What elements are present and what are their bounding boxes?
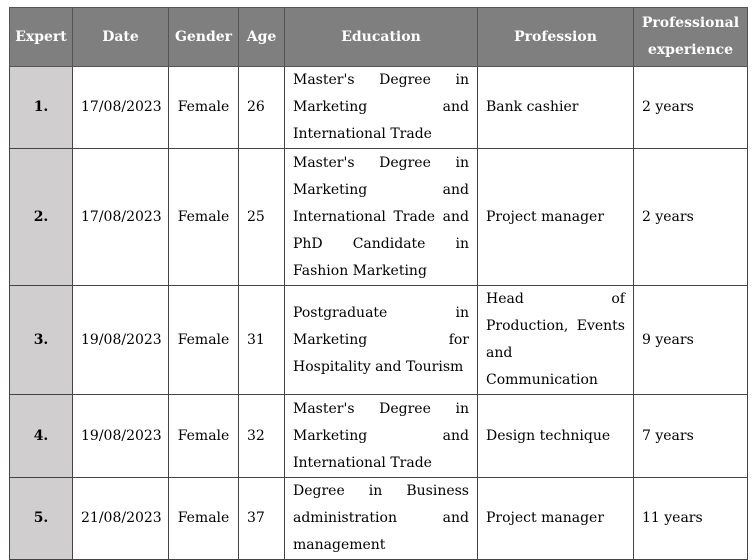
expert-cell: 3.: [10, 286, 73, 395]
header-education: Education: [285, 8, 478, 67]
gender-cell: Female: [169, 395, 239, 478]
table-row: [10, 67, 748, 149]
profession-cell: Project manager: [478, 478, 634, 560]
table-row: [10, 395, 748, 478]
gender-cell: Female: [169, 149, 239, 286]
profession-cell: Bank cashier: [478, 67, 634, 149]
age-cell: 25: [239, 149, 285, 286]
age-cell: 37: [239, 478, 285, 560]
header-profession: Profession: [478, 8, 634, 67]
education-cell: Master's Degree in Marketing and International Trade: [285, 395, 478, 478]
expert-cell: 2.: [10, 149, 73, 286]
education-cell: Postgraduate in Marketing for Hospitality and Tourism: [285, 286, 478, 395]
age-cell: 31: [239, 286, 285, 395]
profession-cell: Project manager: [478, 149, 634, 286]
gender-cell: Female: [169, 67, 239, 149]
table-row: [10, 478, 748, 560]
age-cell: 26: [239, 67, 285, 149]
date-cell: 21/08/2023: [73, 478, 169, 560]
header-age: Age: [239, 8, 285, 67]
experience-cell: 2 years: [634, 149, 748, 286]
experts-table: [9, 7, 748, 560]
header-row: [10, 8, 748, 67]
education-cell: Degree in Business administration and management: [285, 478, 478, 560]
date-cell: 19/08/2023: [73, 395, 169, 478]
date-cell: 17/08/2023: [73, 67, 169, 149]
table-row: [10, 286, 748, 395]
expert-cell: 1.: [10, 67, 73, 149]
experience-cell: 11 years: [634, 478, 748, 560]
date-cell: 19/08/2023: [73, 286, 169, 395]
age-cell: 32: [239, 395, 285, 478]
header-experience: Professional experience: [634, 8, 748, 67]
experience-cell: 2 years: [634, 67, 748, 149]
header-date: Date: [73, 8, 169, 67]
gender-cell: Female: [169, 286, 239, 395]
experience-cell: 7 years: [634, 395, 748, 478]
education-cell: Master's Degree in Marketing and International Trade and PhD Candidate in Fashion Marketing: [285, 149, 478, 286]
profession-cell: Design technique: [478, 395, 634, 478]
header-expert: Expert: [10, 8, 73, 67]
education-cell: Master's Degree in Marketing and International Trade: [285, 67, 478, 149]
header-gender: Gender: [169, 8, 239, 67]
gender-cell: Female: [169, 478, 239, 560]
date-cell: 17/08/2023: [73, 149, 169, 286]
profession-cell: Head of Production, Events and Communication: [478, 286, 634, 395]
experience-cell: 9 years: [634, 286, 748, 395]
table-row: [10, 149, 748, 286]
expert-cell: 5.: [10, 478, 73, 560]
expert-cell: 4.: [10, 395, 73, 478]
